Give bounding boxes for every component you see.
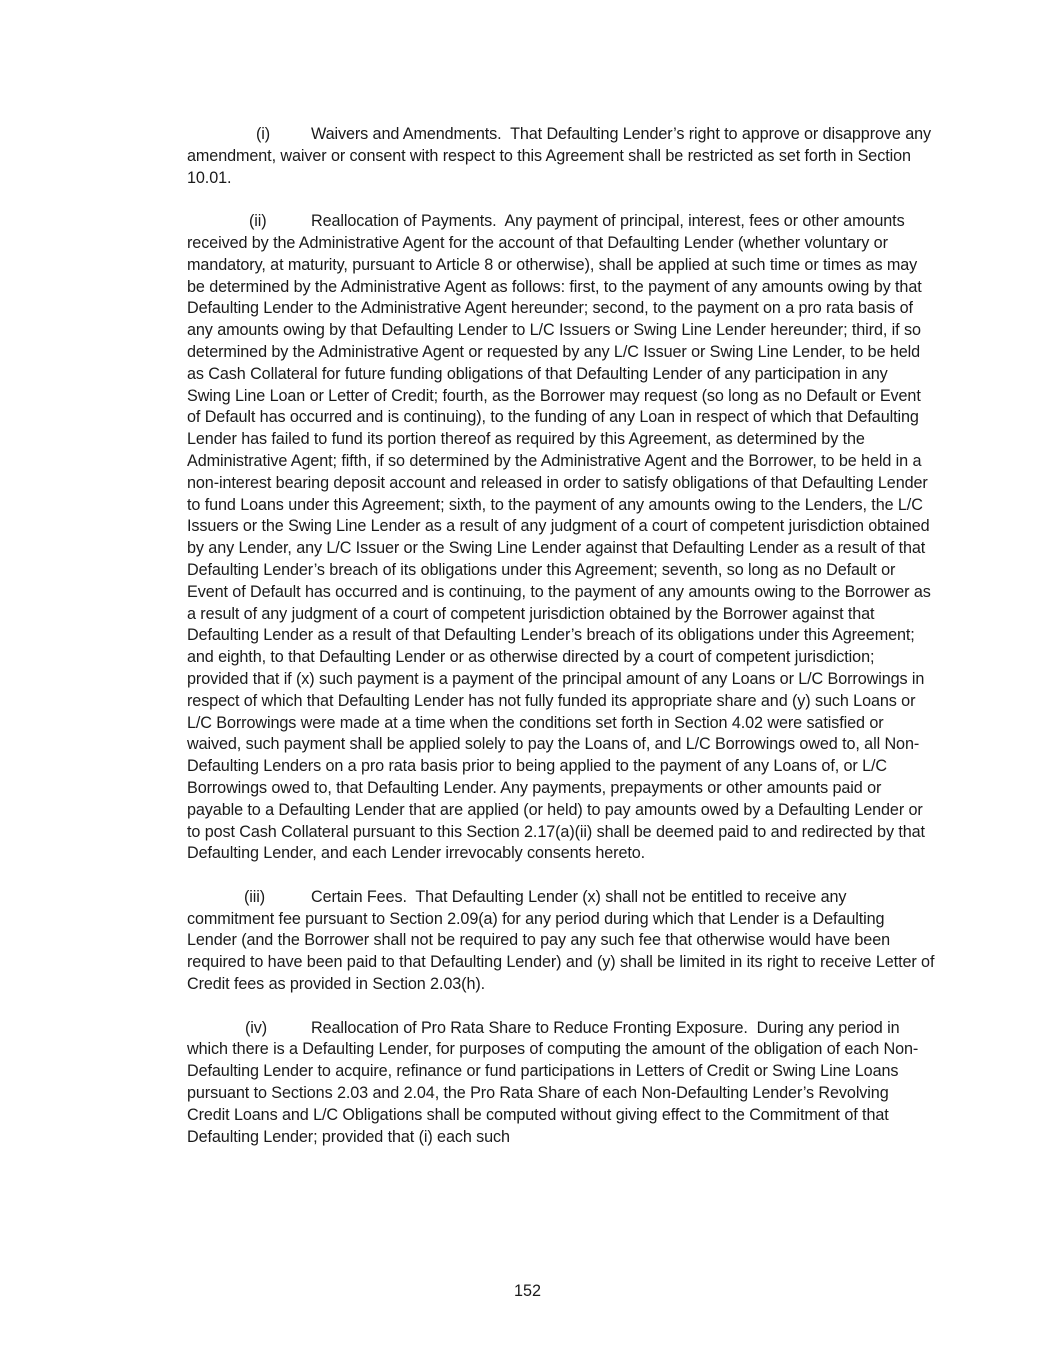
paragraph-body: That Defaulting Lender’s right to approve or disapprove any amendment, waiver or consent with respect to this Agreement shall be restricted as set forth in Section 10.01. [187,125,931,187]
paragraph-reallocation-of-pro-rata-share [187,1018,935,1149]
paragraph-number: (iv) [245,1018,268,1037]
paragraph-heading: Reallocation of Pro Rata Share to Reduce Fronting Exposure. [311,1018,748,1037]
paragraph-body: That Defaulting Lender (x) shall not be entitled to receive any commitment fee pursuant to Section 2.09(a) for any period during which that Lender is a Defaulting Lender (and the Borrower shall not be required to pay any such fee that otherwise would have been required to have been paid to that Defaulting Lender) and (y) shall be limited in its right to receive Letter of Credit fees as provided in Section 2.03(h). [187,887,935,994]
paragraph-certain-fees [187,887,935,996]
paragraph-body: Any payment of principal, interest, fees or other amounts received by the Administrative Agent for the account of that Defaulting Lender (whether voluntary or mandatory, at maturity, pursuant to Article 8 or otherwise), shall be applied at such time or times as may be determined by the Administrative Agent as follows: first, to the payment of any amounts owing by that Defaulting Lender to the Administrative Agent hereunder; second, to the payment on a pro rata basis of any amounts owing by that Defaulting Lender to L/C Issuers or Swing Line Lender hereunder; third, if so determined by the Administrative Agent or requested by any L/C Issuer or Swing Line Lender, to be held as Cash Collateral for future funding obligations of that Defaulting Lender of any participation in any Swing Line Loan or Letter of Credit; fourth, as the Borrower may request (so long as no Default or Event of Default has occurred and is continuing), to the funding of any Loan in respect of which that Defaulting Lender has failed to fund its portion thereof as required by this Agreement, as determined by the Administrative Agent; fifth, if so determined by the Administrative Agent and the Borrower, to be held in a non-interest bearing deposit account and released in order to satisfy obligations of that Defaulting Lender to fund Loans under this Agreement; sixth, to the payment of any amounts owing to the Lenders, the L/C Issuers or the Swing Line Lender as a result of any judgment of a court of competent jurisdiction obtained by any Lender, any L/C Issuer or the Swing Line Lender against that Defaulting Lender as a result of that Defaulting Lender’s breach of its obligations under this Agreement; seventh, so long as no Default or Event of Default has occurred and is continuing, to the payment of any amounts owing to the Borrower as a result of any judgment of a court of competent jurisdiction obtained by the Borrower against that Defaulting Lender as a result of that Defaulting Lender’s breach of its obligations under this Agreement; and eighth, to that Defaulting Lender or as otherwise directed by a court of competent jurisdiction; provided that if (x) such payment is a payment of the principal amount of any Loans or L/C Borrowings in respect of which that Defaulting Lender has not fully funded its appropriate share and (y) such Loans or L/C Borrowings were made at a time when the conditions set forth in Section 4.02 were satisfied or waived, such payment shall be applied solely to pay the Loans of, and L/C Borrowings owed to, all Non-Defaulting Lenders on a pro rata basis prior to being applied to the payment of any Loans of, or L/C Borrowings owed to, that Defaulting Lender. Any payments, prepayments or other amounts paid or payable to a Defaulting Lender that are applied (or held) to pay amounts owed by a Defaulting Lender or to post Cash Collateral pursuant to this Section 2.17(a)(ii) shall be deemed paid to and redirected by that Defaulting Lender, and each Lender irrevocably consents hereto. [187,212,931,863]
paragraph-number: (i) [256,125,271,143]
document-body [187,124,935,1170]
paragraph-body: During any period in which there is a Defaulting Lender, for purposes of computing the amount of the obligation of each Non-Defaulting Lender to acquire, refinance or fund participations in Letters of Credit or Swing Line Loans pursuant to Sections 2.03 and 2.04, the Pro Rata Share of each Non-Defaulting Lender’s Revolving Credit Loans and L/C Obligations shall be computed without giving effect to the Commitment of that Defaulting Lender; provided that (i) each such [187,1018,919,1146]
page-number: 152 [513,1282,541,1300]
paragraph-heading: Reallocation of Payments. [311,212,497,231]
paragraph-number: (ii) [249,212,267,231]
paragraph-waivers-and-amendments [187,124,935,189]
paragraph-reallocation-of-payments [187,211,935,865]
paragraph-heading: Certain Fees. [311,887,407,906]
paragraph-number: (iii) [244,887,266,906]
paragraph-heading: Waivers and Amendments. [311,125,502,143]
